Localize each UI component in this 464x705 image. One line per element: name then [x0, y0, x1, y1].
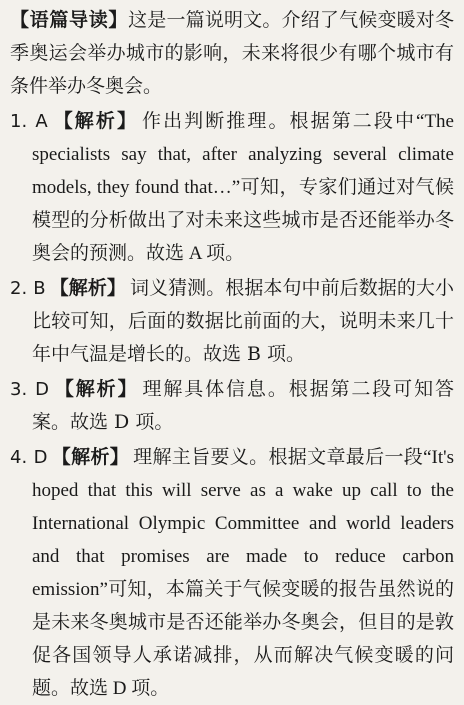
explanation-item-2	[10, 272, 454, 371]
item-explanation-text: 作出判断推理。根据第二段中“The specialists say that, after analyzing several climate models, they found that…”可知，专家们通过对气候模型的分析做出了对未来这些城市是否还能举办冬奥会的预测。故选 A 项。	[32, 111, 454, 264]
analysis-tag: 【解析】	[53, 378, 139, 400]
analysis-tag: 【解析】	[51, 110, 139, 132]
explanation-item-3	[10, 373, 454, 439]
item-answer: A	[35, 111, 48, 132]
item-number: 3.	[10, 379, 28, 400]
item-number: 4.	[10, 447, 28, 468]
item-number: 2.	[10, 278, 28, 299]
answer-explanation-page	[6, 4, 458, 699]
passage-guide	[10, 4, 454, 103]
item-answer: D	[35, 379, 49, 400]
item-explanation-text: 词义猜测。根据本句中前后数据的大小比较可知，后面的数据比前面的大，说明未来几十年中气温是增长的。故选 B 项。	[32, 277, 454, 365]
item-answer: D	[33, 447, 48, 468]
passage-guide-tag: 【语篇导读】	[10, 9, 129, 31]
item-explanation-text: 理解主旨要义。根据文章最后一段“It's hoped that this will serve as a wake up call to the International Olympic Committee and world leaders and that promises are made to reduce carbon emission”可知，本篇关于气候变暖的报告虽然说的是未来冬奥城市是否还能举办冬奥会，但目的是敦促各国领导人承诺减排，从而解决气候变暖的问题。故选 D 项。	[32, 447, 454, 699]
item-explanation-text: 理解具体信息。根据第二段可知答案。故选 D 项。	[32, 378, 454, 433]
explanation-item-4	[10, 441, 454, 705]
analysis-tag: 【解析】	[49, 277, 126, 299]
analysis-tag: 【解析】	[51, 446, 130, 468]
item-answer: B	[33, 278, 46, 299]
passage-guide-text: 这是一篇说明文。介绍了气候变暖对冬季奥运会举办城市的影响，未来将很少有哪个城市有条件举办冬奥会。	[10, 9, 454, 97]
explanation-item-1	[10, 105, 454, 270]
item-number: 1.	[10, 111, 28, 132]
